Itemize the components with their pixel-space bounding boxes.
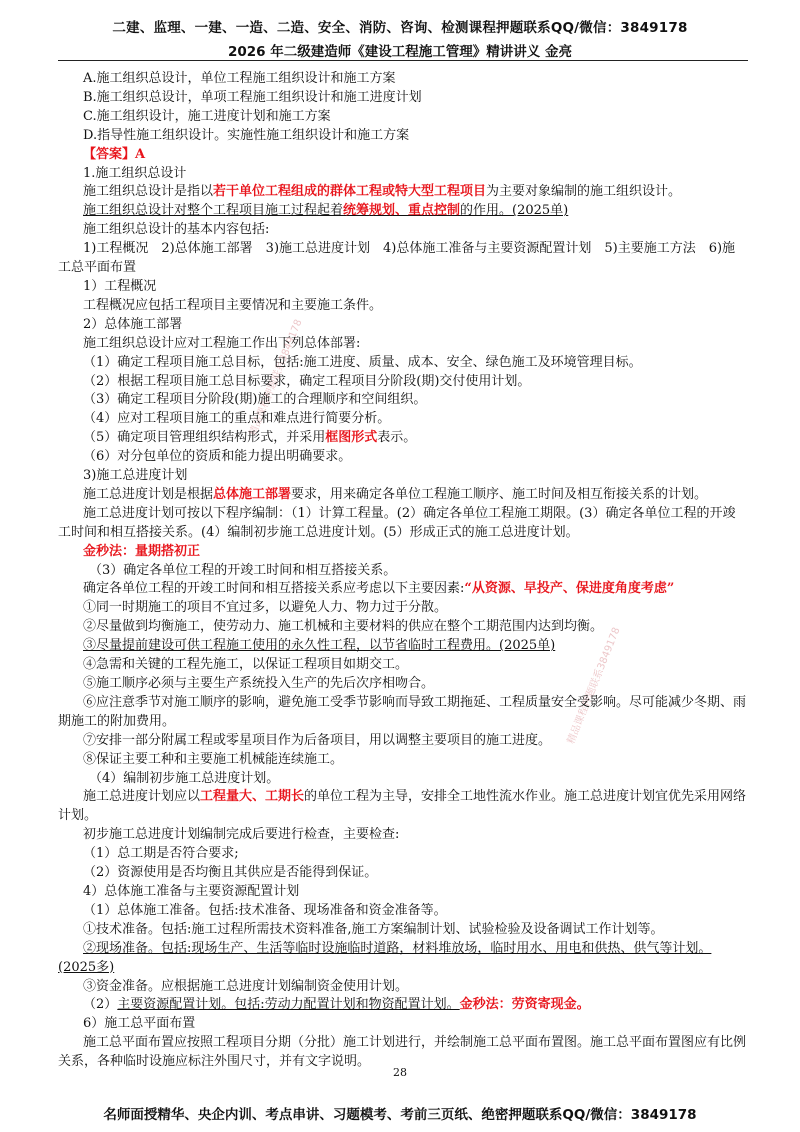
- option-c: C.施工组织设计，施工进度计划和施工方案: [83, 108, 331, 124]
- check-1: （1）总工期是否符合要求;: [83, 846, 239, 862]
- factor-8: ⑧保证主要工种和主要施工机械能连续施工。: [83, 751, 344, 767]
- header-divider: [58, 60, 748, 61]
- preparation-technical: ①技术准备。包括:施工过程所需技术资料准备,施工方案编制计划、试验检验及设备调试工作计划等。: [83, 921, 664, 937]
- page-number: 28: [393, 1066, 407, 1079]
- definition-paragraph: 施工组织总设计是指以若干单位工程组成的群体工程或特大型工程项目为主要对象编制的施工组织设计。: [83, 184, 682, 200]
- watermark-1: 精品课程押题联系3849178: [247, 318, 305, 438]
- subsection-title-schedule: 3)施工总进度计划: [83, 468, 188, 484]
- deployment-item-3: （3）确定工程项目分阶段(期)施工的合理顺序和空间组织。: [83, 392, 427, 408]
- deployment-item-1: （1）确定工程项目施工总目标，包括:施工进度、质量、成本、安全、绿色施工及环境管理目标。: [83, 354, 642, 370]
- subsection-title-site-layout: 6）施工总平面布置: [83, 1016, 196, 1032]
- deployment-intro: 施工组织总设计应对工程施工作出下列总体部署:: [83, 335, 361, 351]
- deployment-item-2: （2）根据工程项目施工总目标要求，确定工程项目分阶段(期)交付使用计划。: [83, 373, 531, 389]
- schedule-definition: 施工总进度计划是根据总体施工部署要求，用来确定各单位工程施工顺序、施工时间及相互衔接关系的计划。: [83, 486, 708, 502]
- contents-intro: 施工组织总设计的基本内容包括:: [83, 222, 270, 238]
- footer-contact: 名师面授精华、央企内训、考点串讲、习题模考、考前三页纸、绝密押题联系QQ/微信：3849178: [103, 1107, 697, 1123]
- subsection-title-deployment: 2）总体施工部署: [83, 316, 183, 332]
- header-line-2: 2026 年二级建造师《建设工程施工管理》精讲讲义 金亮: [228, 44, 572, 60]
- overview-text: 工程概况应包括工程项目主要情况和主要施工条件。: [83, 297, 383, 313]
- factor-4: ④急需和关键的工程先施工，以保证工程项目如期交工。: [83, 657, 409, 673]
- header-line-1: 二建、监理、一建、一造、二造、安全、消防、咨询、检测课程押题联系QQ/微信：3849178: [112, 20, 688, 36]
- site-layout-text: 施工总平面布置应按照工程项目分期（分批）施工计划进行，并绘制施工总平面布置图。施工总平面布置图应有比例关系，各种临时设施应标注外围尺寸，并有文字说明。: [58, 1035, 747, 1070]
- step-4-text: 施工总进度计划应以工程量大、工期长的单位工程为主导，安排全工地性流水作业。施工总进度计划宜优先采用网络计划。: [58, 789, 747, 824]
- factor-3: ③尽量提前建设可供工程施工使用的永久性工程，以节省临时工程费用。(2025单): [83, 638, 556, 654]
- schedule-steps: 施工总进度计划可按以下程序编制：（1）计算工程量。(2）确定各单位工程施工期限。(3）确定各单位工程的开竣工时间和相互搭接关系。(4）编制初步施工总进度计划。(5）形成正式的施工总进度计划。: [58, 505, 736, 540]
- deployment-item-4: （4）应对工程项目施工的重点和难点进行简要分析。: [83, 411, 391, 427]
- subsection-title-overview: 1）工程概况: [83, 278, 157, 294]
- option-a: A.施工组织总设计，单位工程施工组织设计和施工方案: [83, 71, 396, 86]
- document-body: [58, 70, 748, 1072]
- check-intro: 初步施工总进度计划编制完成后要进行检查，主要检查:: [83, 827, 400, 843]
- step-3-intro: 确定各单位工程的开竣工时间和相互搭接关系应考虑以下主要因素:“从资源、早投产、保进度角度考虑”: [83, 581, 675, 597]
- subsection-title-preparation: 4）总体施工准备与主要资源配置计划: [83, 883, 300, 899]
- factor-1: ①同一时期施工的项目不宜过多，以避免人力、物力过于分散。: [83, 600, 448, 616]
- deployment-item-5: （5）确定项目管理组织结构形式，并采用框图形式表示。: [83, 430, 417, 446]
- factor-2: ②尽量做到均衡施工，使劳动力、施工机械和主要材料的供应在整个工期范围内达到均衡。: [83, 619, 604, 635]
- preparation-site: ②现场准备。包括:现场生产、生活等临时设施临时道路，材料堆放场，临时用水、用电和供热、供气等计划。(2025多): [58, 940, 712, 975]
- preparation-funds: ③资金准备。应根据施工总进度计划编制资金使用计划。: [83, 978, 409, 994]
- factor-7: ⑦安排一部分附属工程或零星项目作为后备项目，用以调整主要项目的施工进度。: [83, 732, 552, 748]
- answer-value: A: [135, 146, 146, 162]
- option-d: D.指导性施工组织设计。实施性施工组织设计和施工方案: [83, 127, 410, 143]
- factor-5: ⑤施工顺序必须与主要生产系统投入生产的先后次序相吻合。: [83, 676, 435, 691]
- role-paragraph: 施工组织总设计对整个工程项目施工过程起着统筹规划、重点控制的作用。(2025单): [83, 203, 569, 219]
- step-4-title: （4）编制初步施工总进度计划。: [89, 770, 280, 786]
- answer-line: [58, 146, 748, 165]
- mnemonic-steps: 金秒法：量期搭初正: [83, 543, 201, 559]
- factor-6: ⑥应注意季节对施工顺序的影响，避免施工受季节影响而导致工期拖延、工程质量安全受影响。尽可能减少冬期、雨期施工的附加费用。: [58, 694, 747, 729]
- resource-allocation: （2）主要资源配置计划。包括:劳动力配置计划和物资配置计划。金秒法：劳资寄现金。: [83, 997, 590, 1013]
- option-b: B.施工组织总设计，单项工程施工组织设计和施工进度计划: [83, 89, 422, 105]
- preparation-overall: （1）总体施工准备。包括:技术准备、现场准备和资金准备等。: [83, 902, 447, 918]
- watermark-2: 精品课程押题联系3849178: [565, 626, 623, 746]
- step-3-title: （3）确定各单位工程的开竣工时间和相互搭接关系。: [89, 562, 397, 578]
- deployment-item-6: （6）对分包单位的资质和能力提出明确要求。: [83, 449, 352, 465]
- answer-label: 【答案】: [83, 146, 136, 162]
- check-2: （2）资源使用是否均衡且其供应是否能得到保证。: [83, 865, 378, 881]
- section-title-overall-design: 1.施工组织总设计: [83, 165, 187, 181]
- contents-list: 1)工程概况 2)总体施工部署 3)施工总进度计划 4)总体施工准备与主要资源配置计划 5)主要施工方法 6)施工总平面布置: [58, 241, 736, 276]
